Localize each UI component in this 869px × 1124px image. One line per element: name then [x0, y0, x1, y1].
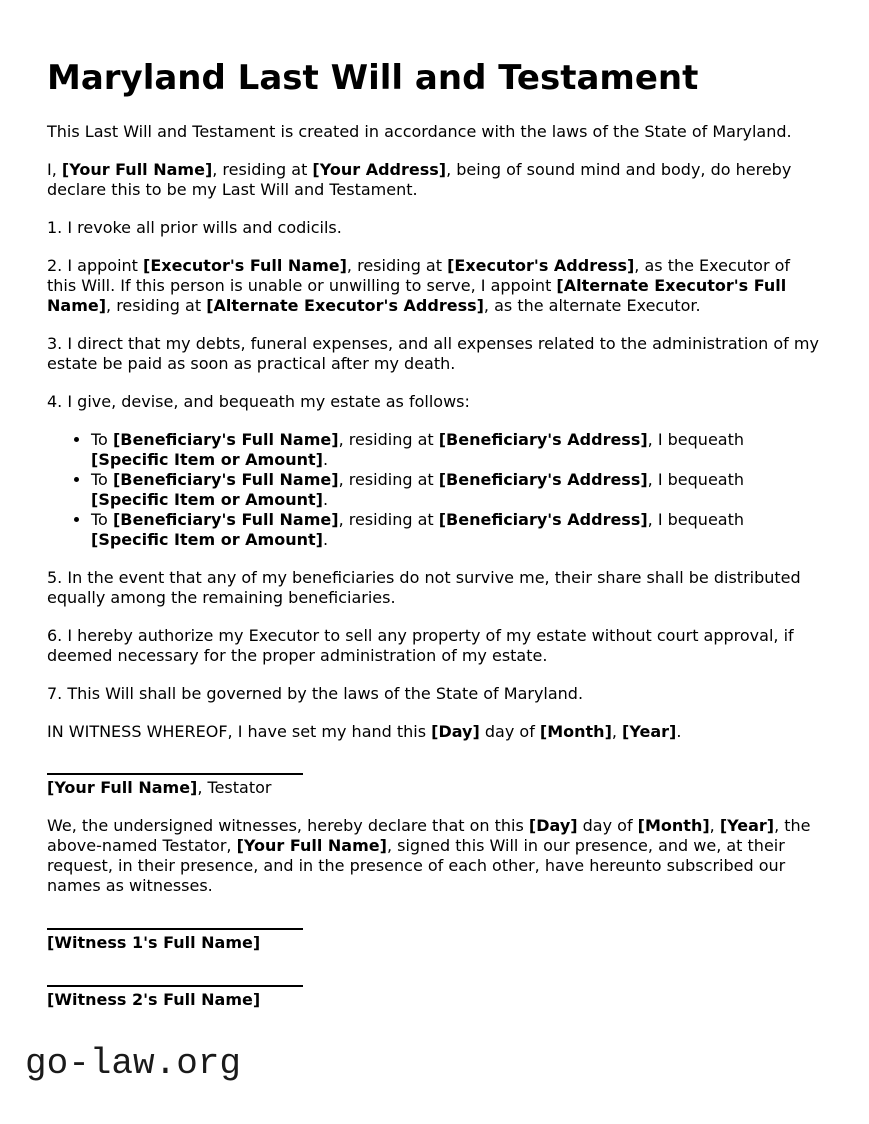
document-title: Maryland Last Will and Testament [47, 58, 699, 98]
bequest-item: • To [Beneficiary's Full Name], residing at [Beneficiary's Address], I bequeath [Specific Item or Amount]. [91, 430, 822, 470]
clause-revocation: 1. I revoke all prior wills and codicils. [47, 218, 342, 237]
bequest-item: • To [Beneficiary's Full Name], residing at [Beneficiary's Address], I bequeath [Specific Item or Amount]. [91, 510, 822, 550]
testator-signature-label: [Your Full Name], Testator [47, 778, 272, 797]
clause-executor-appointment: 2. I appoint [Executor's Full Name], residing at [Executor's Address], as the Executor of this Will. If this person is unable or unwilling to serve, I appoint [Alternate Executor's Full Name], residing at [Alternate Executor's Address], as the alternate Executor. [47, 256, 791, 315]
witness-statement: We, the undersigned witnesses, hereby declare that on this [Day] day of [Month], [Year], the above-named Testator, [Your Full Name], signed this Will in our presence, and we, at their request, in their presence, and in the presence of each other, have hereunto subscribed our names as witnesses. [47, 816, 811, 895]
bequest-list [47, 430, 822, 550]
clause-bequests-intro: 4. I give, devise, and bequeath my estate as follows: [47, 392, 470, 411]
witness2-signature-line [47, 985, 303, 987]
witness1-signature-line [47, 928, 303, 930]
bequest-item: • To [Beneficiary's Full Name], residing at [Beneficiary's Address], I bequeath [Specific Item or Amount]. [91, 470, 822, 510]
paragraph-declaration: I, [Your Full Name], residing at [Your Address], being of sound mind and body, do hereby declare this to be my Last Will and Testament. [47, 160, 792, 199]
clause-executor-powers: 6. I hereby authorize my Executor to sell any property of my estate without court approval, if deemed necessary for the proper administration of my estate. [47, 626, 794, 665]
paragraph-governing-statement: This Last Will and Testament is created in accordance with the laws of the State of Maryland. [47, 122, 792, 141]
clause-survivorship: 5. In the event that any of my beneficiaries do not survive me, their share shall be distributed equally among the remaining beneficiaries. [47, 568, 801, 607]
witness2-signature-label: [Witness 2's Full Name] [47, 990, 261, 1009]
attestation-statement: IN WITNESS WHEREOF, I have set my hand this [Day] day of [Month], [Year]. [47, 722, 682, 741]
clause-governing-law: 7. This Will shall be governed by the laws of the State of Maryland. [47, 684, 584, 703]
footer-brand: go-law.org [25, 1043, 242, 1084]
clause-debts-expenses: 3. I direct that my debts, funeral expenses, and all expenses related to the administration of my estate be paid as soon as practical after my death. [47, 334, 819, 373]
witness1-signature-label: [Witness 1's Full Name] [47, 933, 261, 952]
testator-signature-line [47, 773, 303, 775]
